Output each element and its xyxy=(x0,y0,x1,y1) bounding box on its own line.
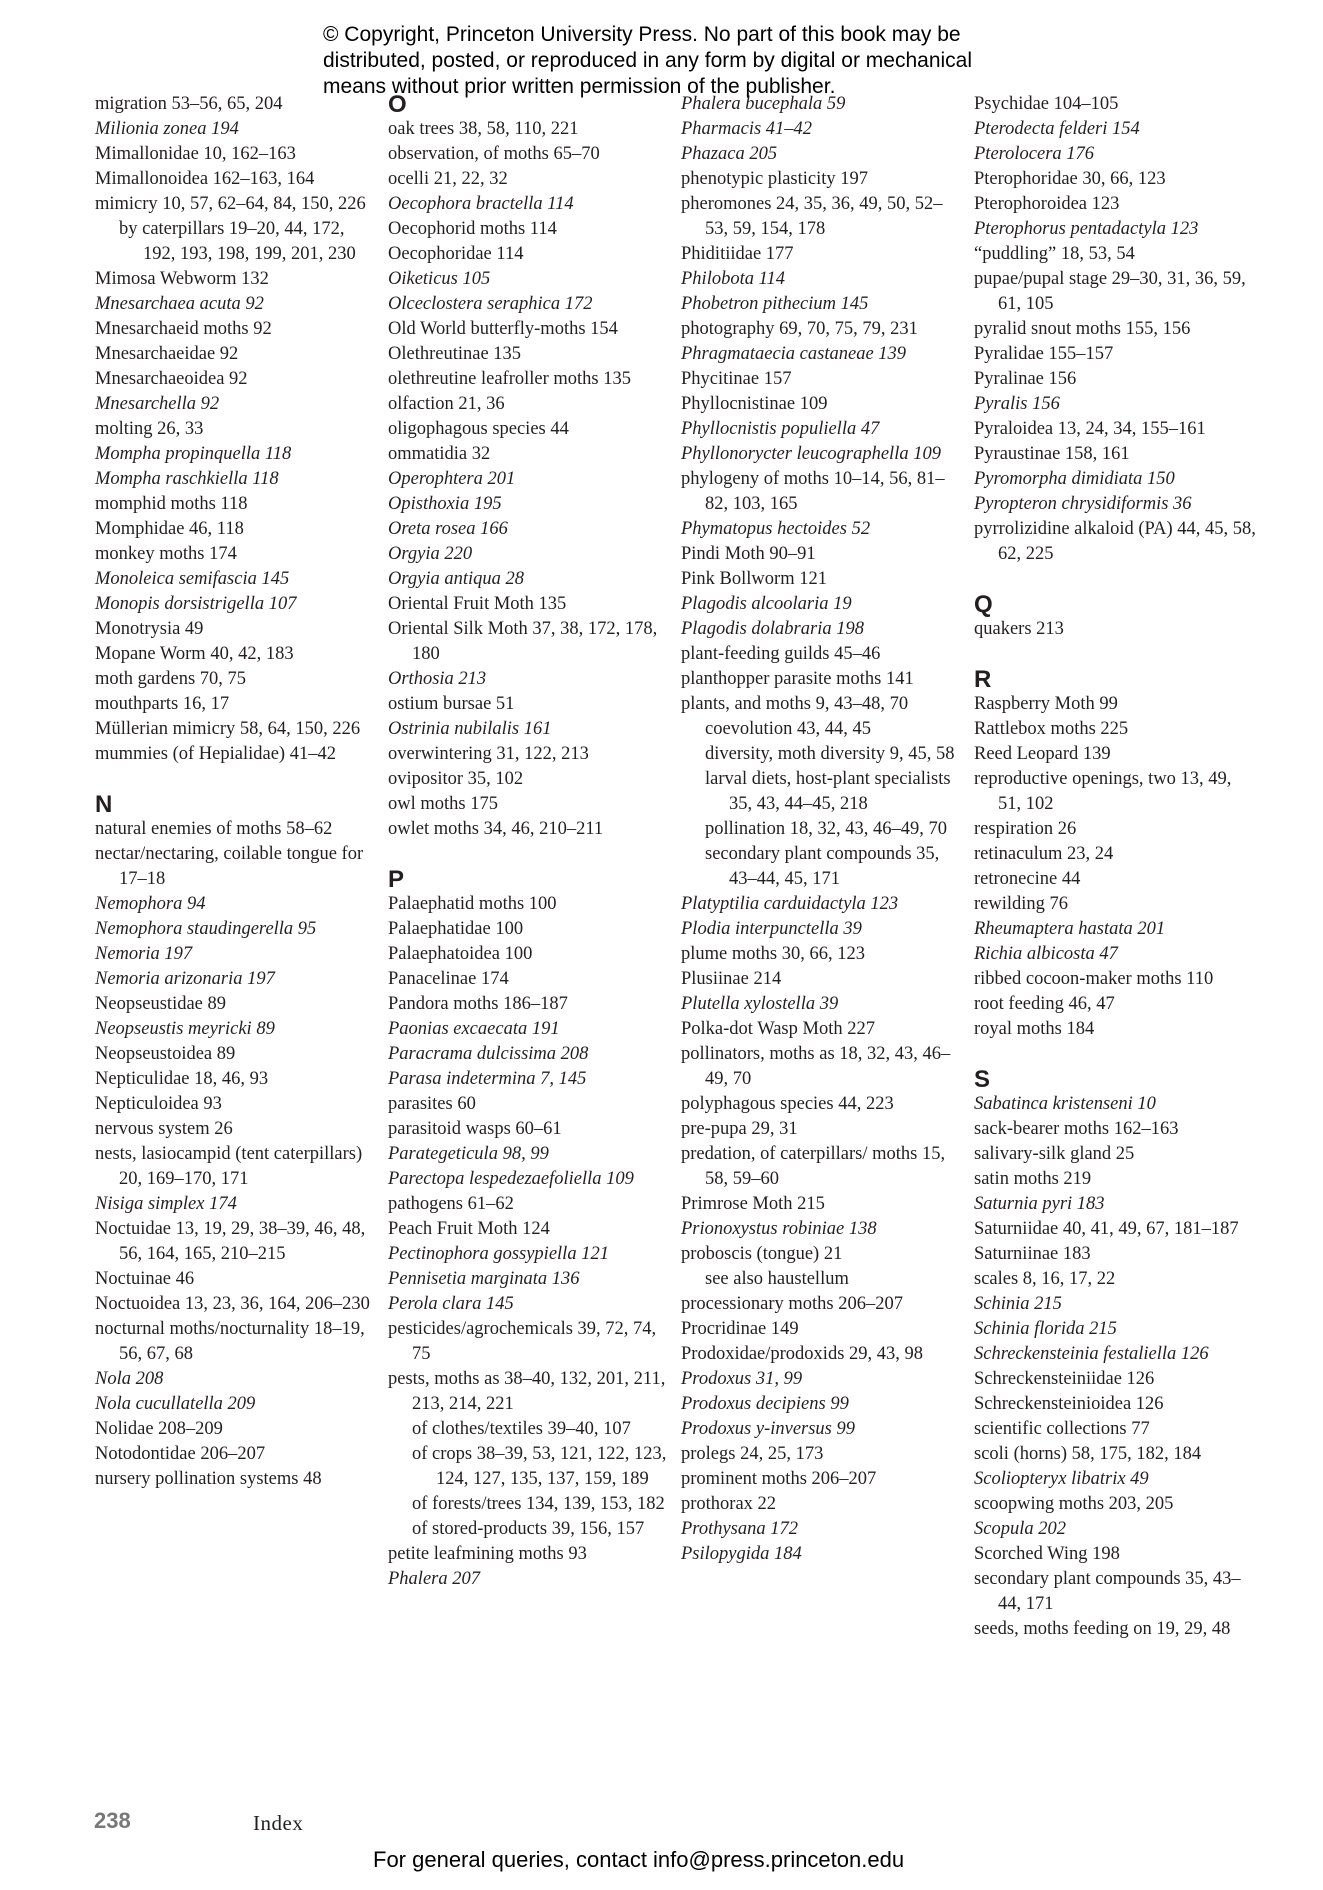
index-entry: Saturnia pyri 183 xyxy=(974,1194,1105,1214)
index-entry: satin moths 219 xyxy=(974,1169,1092,1189)
running-head: Index xyxy=(253,1811,304,1835)
index-entry: parasites 60 xyxy=(388,1094,476,1114)
index-entry: Mnesarchaeoidea 92 xyxy=(95,369,248,389)
index-entry: Paonias excaecata 191 xyxy=(388,1019,560,1039)
index-entry: Nemophora 94 xyxy=(95,894,206,914)
index-entry: Mimosa Webworm 132 xyxy=(95,269,269,289)
index-entry: overwintering 31, 122, 213 xyxy=(388,744,589,764)
index-entry: Oriental Silk Moth 37, 38, 172, 178, 180 xyxy=(388,619,658,664)
index-entry: Pterophoridae 30, 66, 123 xyxy=(974,169,1166,189)
index-entry: Phazaca 205 xyxy=(681,144,778,164)
index-entry: pheromones 24, 35, 36, 49, 50, 52–53, 59, 154, 178 xyxy=(681,194,943,239)
index-entry: processionary moths 206–207 xyxy=(681,1294,903,1314)
index-column-4 xyxy=(974,92,1258,1642)
index-subentry: see also haustellum xyxy=(705,1269,849,1289)
index-entry: mummies (of Hepialidae) 41–42 xyxy=(95,744,336,764)
index-entry: Nemoria arizonaria 197 xyxy=(95,969,275,989)
index-entry: nests, lasiocampid (tent caterpillars) 20, 169–170, 171 xyxy=(95,1144,363,1189)
index-entry: Plodia interpunctella 39 xyxy=(681,919,862,939)
index-entry: Sabatinca kristenseni 10 xyxy=(974,1094,1156,1114)
index-entry: Prothysana 172 xyxy=(681,1519,798,1539)
index-letter-heading: O xyxy=(388,91,407,118)
index-entry: Oiketicus 105 xyxy=(388,269,491,289)
index-entry: Schinia 215 xyxy=(974,1294,1062,1314)
index-entry: owl moths 175 xyxy=(388,794,498,814)
index-entry: Oecophoridae 114 xyxy=(388,244,524,264)
index-entry: Plagodis alcoolaria 19 xyxy=(681,594,852,614)
index-entry: pathogens 61–62 xyxy=(388,1194,514,1214)
index-entry: prolegs 24, 25, 173 xyxy=(681,1444,824,1464)
index-entry: Pandora moths 186–187 xyxy=(388,994,568,1014)
index-entry: Pyraloidea 13, 24, 34, 155–161 xyxy=(974,419,1206,439)
index-entry: Monoleica semifascia 145 xyxy=(95,569,290,589)
index-entry: Richia albicosta 47 xyxy=(974,944,1118,964)
index-entry: scoopwing moths 203, 205 xyxy=(974,1494,1174,1514)
index-entry: momphid moths 118 xyxy=(95,494,248,514)
index-entry: Olethreutinae 135 xyxy=(388,344,522,364)
index-entry: pyralid snout moths 155, 156 xyxy=(974,319,1191,339)
index-entry: Primrose Moth 215 xyxy=(681,1194,825,1214)
index-entry: migration 53–56, 65, 204 xyxy=(95,94,283,114)
index-entry: rewilding 76 xyxy=(974,894,1069,914)
index-entry: phenotypic plasticity 197 xyxy=(681,169,869,189)
index-entry: Pindi Moth 90–91 xyxy=(681,544,816,564)
index-entry: Neopseustidae 89 xyxy=(95,994,227,1014)
index-entry: pupae/pupal stage 29–30, 31, 36, 59, 61, 105 xyxy=(974,269,1246,314)
index-entry: moth gardens 70, 75 xyxy=(95,669,247,689)
index-subentry: of clothes/textiles 39–40, 107 xyxy=(412,1419,631,1439)
index-entry: Pink Bollworm 121 xyxy=(681,569,827,589)
index-entry: Panacelinae 174 xyxy=(388,969,509,989)
index-entry: salivary-silk gland 25 xyxy=(974,1144,1135,1164)
index-entry: ovipositor 35, 102 xyxy=(388,769,524,789)
index-entry: Plusiinae 214 xyxy=(681,969,782,989)
index-entry: Platyptilia carduidactyla 123 xyxy=(681,894,899,914)
index-entry: Pennisetia marginata 136 xyxy=(388,1269,580,1289)
index-entry: secondary plant compounds 35, 43–44, 171 xyxy=(974,1569,1241,1614)
page-number: 238 xyxy=(94,1808,131,1833)
index-entry: scales 8, 16, 17, 22 xyxy=(974,1269,1116,1289)
index-column-2 xyxy=(388,92,672,1592)
index-entry: Pterodecta felderi 154 xyxy=(974,119,1140,139)
index-entry: Pyraustinae 158, 161 xyxy=(974,444,1130,464)
index-entry: Perola clara 145 xyxy=(388,1294,514,1314)
index-entry: photography 69, 70, 75, 79, 231 xyxy=(681,319,918,339)
index-entry: pests, moths as 38–40, 132, 201, 211, 213, 214, 221 xyxy=(388,1369,666,1414)
index-entry: Mimallonoidea 162–163, 164 xyxy=(95,169,315,189)
index-entry: Nola cucullatella 209 xyxy=(95,1394,256,1414)
index-entry: Phyllonorycter leucographella 109 xyxy=(681,444,941,464)
index-entry: Peach Fruit Moth 124 xyxy=(388,1219,550,1239)
index-entry: planthopper parasite moths 141 xyxy=(681,669,914,689)
index-entry: Nisiga simplex 174 xyxy=(95,1194,237,1214)
index-entry: retronecine 44 xyxy=(974,869,1081,889)
index-entry: Orthosia 213 xyxy=(388,669,487,689)
index-entry: Scopula 202 xyxy=(974,1519,1066,1539)
index-entry: Oreta rosea 166 xyxy=(388,519,508,539)
index-entry: Parategeticula 98, 99 xyxy=(388,1144,549,1164)
index-entry: Ostrinia nubilalis 161 xyxy=(388,719,552,739)
index-entry: Phalera 207 xyxy=(388,1569,480,1589)
index-entry: ocelli 21, 22, 32 xyxy=(388,169,508,189)
index-entry: Prodoxus 31, 99 xyxy=(681,1369,803,1389)
index-entry: pre-pupa 29, 31 xyxy=(681,1119,798,1139)
index-entry: plants, and moths 9, 43–48, 70 xyxy=(681,694,909,714)
index-entry: parasitoid wasps 60–61 xyxy=(388,1119,562,1139)
index-entry: Psychidae 104–105 xyxy=(974,94,1119,114)
index-entry: Mimallonidae 10, 162–163 xyxy=(95,144,296,164)
index-entry: Palaephatid moths 100 xyxy=(388,894,557,914)
index-entry: Schreckensteinioidea 126 xyxy=(974,1394,1164,1414)
index-entry: molting 26, 33 xyxy=(95,419,204,439)
index-entry: oak trees 38, 58, 110, 221 xyxy=(388,119,579,139)
index-entry: Nemoria 197 xyxy=(95,944,193,964)
index-entry: Prionoxystus robiniae 138 xyxy=(681,1219,877,1239)
index-entry: Monotrysia 49 xyxy=(95,619,204,639)
index-subentry: by caterpillars 19–20, 44, 172, 192, 193, 198, 199, 201, 230 xyxy=(119,219,356,264)
index-entry: retinaculum 23, 24 xyxy=(974,844,1114,864)
index-entry: Orgyia antiqua 28 xyxy=(388,569,525,589)
index-subentry: coevolution 43, 44, 45 xyxy=(705,719,871,739)
index-entry: nocturnal moths/nocturnality 18–19, 56, 67, 68 xyxy=(95,1319,365,1364)
index-entry: Neopseustis meyricki 89 xyxy=(95,1019,275,1039)
index-entry: Nepticuloidea 93 xyxy=(95,1094,222,1114)
index-entry: nursery pollination systems 48 xyxy=(95,1469,322,1489)
index-subentry: pollination 18, 32, 43, 46–49, 70 xyxy=(705,819,948,839)
index-entry: “puddling” 18, 53, 54 xyxy=(974,244,1135,264)
index-entry: owlet moths 34, 46, 210–211 xyxy=(388,819,604,839)
index-entry: Phycitinae 157 xyxy=(681,369,792,389)
index-entry: prothorax 22 xyxy=(681,1494,777,1514)
index-entry: Oecophorid moths 114 xyxy=(388,219,557,239)
index-letter-heading: N xyxy=(95,791,113,818)
index-entry: Nemophora staudingerella 95 xyxy=(95,919,317,939)
index-entry: Parectopa lespedezaefoliella 109 xyxy=(388,1169,634,1189)
index-entry: Plagodis dolabraria 198 xyxy=(681,619,864,639)
index-entry: proboscis (tongue) 21 xyxy=(681,1244,843,1264)
index-entry: scoli (horns) 58, 175, 182, 184 xyxy=(974,1444,1202,1464)
index-entry: Mnesarchaeidae 92 xyxy=(95,344,239,364)
index-entry: Nola 208 xyxy=(95,1369,164,1389)
index-entry: ribbed cocoon-maker moths 110 xyxy=(974,969,1214,989)
index-entry: ommatidia 32 xyxy=(388,444,491,464)
index-entry: seeds, moths feeding on 19, 29, 48 xyxy=(974,1619,1231,1639)
index-entry: respiration 26 xyxy=(974,819,1077,839)
index-entry: petite leafmining moths 93 xyxy=(388,1544,587,1564)
index-entry: Momphidae 46, 118 xyxy=(95,519,244,539)
index-entry: Saturniinae 183 xyxy=(974,1244,1091,1264)
index-entry: Pyralinae 156 xyxy=(974,369,1077,389)
index-entry: Operophtera 201 xyxy=(388,469,516,489)
index-subentry: of stored-products 39, 156, 157 xyxy=(412,1519,645,1539)
index-entry: Mnesarchaeid moths 92 xyxy=(95,319,272,339)
index-entry: Phalera bucephala 59 xyxy=(681,94,846,114)
index-entry: Pyropteron chrysidiformis 36 xyxy=(974,494,1192,514)
index-entry: polyphagous species 44, 223 xyxy=(681,1094,894,1114)
index-entry: Parasa indetermina 7, 145 xyxy=(388,1069,587,1089)
index-entry: Old World butterfly-moths 154 xyxy=(388,319,618,339)
index-entry: oligophagous species 44 xyxy=(388,419,569,439)
index-entry: natural enemies of moths 58–62 xyxy=(95,819,333,839)
index-entry: Phymatopus hectoides 52 xyxy=(681,519,871,539)
index-entry: Nolidae 208–209 xyxy=(95,1419,223,1439)
index-entry: Paracrama dulcissima 208 xyxy=(388,1044,589,1064)
copyright-notice: © Copyright, Princeton University Press. No part of this book may be distributed, posted, or reproduced in any form by digital or mechanical means without prior written permission of the publisher. xyxy=(323,23,973,98)
index-entry: phylogeny of moths 10–14, 56, 81–82, 103, 165 xyxy=(681,469,945,514)
index-entry: Noctuinae 46 xyxy=(95,1269,195,1289)
index-entry: Prodoxidae/prodoxids 29, 43, 98 xyxy=(681,1344,924,1364)
index-entry: root feeding 46, 47 xyxy=(974,994,1115,1014)
index-letter-heading: S xyxy=(974,1066,991,1093)
index-entry: nervous system 26 xyxy=(95,1119,233,1139)
index-entry: Müllerian mimicry 58, 64, 150, 226 xyxy=(95,719,361,739)
index-entry: Orgyia 220 xyxy=(388,544,473,564)
index-subentry: larval diets, host-plant specialists 35, 43, 44–45, 218 xyxy=(705,769,951,814)
index-entry: Pterophorus pentadactyla 123 xyxy=(974,219,1199,239)
index-entry: nectar/nectaring, coilable tongue for 17–18 xyxy=(95,844,364,889)
index-entry: Prodoxus decipiens 99 xyxy=(681,1394,849,1414)
index-entry: Phyllocnistis populiella 47 xyxy=(681,419,880,439)
index-entry: Plutella xylostella 39 xyxy=(681,994,839,1014)
index-entry: Mompha raschkiella 118 xyxy=(95,469,279,489)
index-entry: Milionia zonea 194 xyxy=(95,119,239,139)
index-entry: Pectinophora gossypiella 121 xyxy=(388,1244,609,1264)
index-entry: olfaction 21, 36 xyxy=(388,394,505,414)
index-entry: Phiditiidae 177 xyxy=(681,244,794,264)
index-entry: Polka-dot Wasp Moth 227 xyxy=(681,1019,875,1039)
index-entry: reproductive openings, two 13, 49, 51, 102 xyxy=(974,769,1232,814)
index-entry: observation, of moths 65–70 xyxy=(388,144,600,164)
index-entry: Nepticulidae 18, 46, 93 xyxy=(95,1069,269,1089)
index-entry: Raspberry Moth 99 xyxy=(974,694,1118,714)
index-entry: pollinators, moths as 18, 32, 43, 46–49, 70 xyxy=(681,1044,951,1089)
index-entry: prominent moths 206–207 xyxy=(681,1469,877,1489)
index-entry: Pyralidae 155–157 xyxy=(974,344,1114,364)
index-entry: mimicry 10, 57, 62–64, 84, 150, 226 xyxy=(95,194,366,214)
index-subentry: of crops 38–39, 53, 121, 122, 123, 124, 127, 135, 137, 159, 189 xyxy=(412,1444,667,1489)
index-entry: scientific collections 77 xyxy=(974,1419,1150,1439)
index-entry: Phragmataecia castaneae 139 xyxy=(681,344,907,364)
index-entry: Rattlebox moths 225 xyxy=(974,719,1129,739)
index-letter-heading: P xyxy=(388,866,405,893)
index-entry: Olceclostera seraphica 172 xyxy=(388,294,593,314)
index-entry: Pterolocera 176 xyxy=(974,144,1095,164)
index-entry: Pyromorpha dimidiata 150 xyxy=(974,469,1175,489)
index-entry: Procridinae 149 xyxy=(681,1319,799,1339)
index-entry: Pharmacis 41–42 xyxy=(681,119,813,139)
index-entry: Schinia florida 215 xyxy=(974,1319,1117,1339)
index-entry: Palaephatidae 100 xyxy=(388,919,524,939)
index-entry: Notodontidae 206–207 xyxy=(95,1444,266,1464)
index-subentry: of forests/trees 134, 139, 153, 182 xyxy=(412,1494,665,1514)
index-entry: Reed Leopard 139 xyxy=(974,744,1111,764)
index-entry: Saturniidae 40, 41, 49, 67, 181–187 xyxy=(974,1219,1239,1239)
contact-note: For general queries, contact info@press.princeton.edu xyxy=(373,1847,905,1872)
index-letter-heading: R xyxy=(974,666,992,693)
index-entry: Mnesarchella 92 xyxy=(95,394,220,414)
index-entry: Oecophora bractella 114 xyxy=(388,194,574,214)
index-entry: ostium bursae 51 xyxy=(388,694,515,714)
index-entry: pesticides/agrochemicals 39, 72, 74, 75 xyxy=(388,1319,657,1364)
index-entry: Schreckensteinia festaliella 126 xyxy=(974,1344,1209,1364)
index-entry: royal moths 184 xyxy=(974,1019,1095,1039)
index-entry: Oriental Fruit Moth 135 xyxy=(388,594,567,614)
index-entry: Rheumaptera hastata 201 xyxy=(974,919,1166,939)
index-entry: Scorched Wing 198 xyxy=(974,1544,1120,1564)
index-entry: Neopseustoidea 89 xyxy=(95,1044,236,1064)
index-entry: Palaephatoidea 100 xyxy=(388,944,533,964)
index-letter-heading: Q xyxy=(974,591,993,618)
index-entry: Philobota 114 xyxy=(681,269,785,289)
index-entry: predation, of caterpillars/ moths 15, 58, 59–60 xyxy=(681,1144,946,1189)
index-entry: Mopane Worm 40, 42, 183 xyxy=(95,644,294,664)
index-subentry: secondary plant compounds 35, 43–44, 45, 171 xyxy=(705,844,940,889)
index-subentry: diversity, moth diversity 9, 45, 58 xyxy=(705,744,955,764)
index-entry: Monopis dorsistrigella 107 xyxy=(95,594,297,614)
index-entry: mouthparts 16, 17 xyxy=(95,694,230,714)
index-entry: Mompha propinquella 118 xyxy=(95,444,292,464)
index-entry: quakers 213 xyxy=(974,619,1064,639)
index-entry: plume moths 30, 66, 123 xyxy=(681,944,865,964)
index-entry: Noctuidae 13, 19, 29, 38–39, 46, 48, 56, 164, 165, 210–215 xyxy=(95,1219,366,1264)
index-entry: monkey moths 174 xyxy=(95,544,237,564)
index-entry: Psilopygida 184 xyxy=(681,1544,802,1564)
index-column-3 xyxy=(681,92,965,1567)
index-entry: Pyralis 156 xyxy=(974,394,1060,414)
index-entry: Scoliopteryx libatrix 49 xyxy=(974,1469,1149,1489)
index-entry: Pterophoroidea 123 xyxy=(974,194,1120,214)
index-entry: Phyllocnistinae 109 xyxy=(681,394,828,414)
index-entry: Noctuoidea 13, 23, 36, 164, 206–230 xyxy=(95,1294,370,1314)
index-entry: Mnesarchaea acuta 92 xyxy=(95,294,264,314)
index-entry: Schreckensteiniidae 126 xyxy=(974,1369,1155,1389)
index-entry: Opisthoxia 195 xyxy=(388,494,502,514)
index-entry: Phobetron pithecium 145 xyxy=(681,294,869,314)
index-entry: sack-bearer moths 162–163 xyxy=(974,1119,1179,1139)
index-entry: plant-feeding guilds 45–46 xyxy=(681,644,881,664)
index-entry: olethreutine leafroller moths 135 xyxy=(388,369,631,389)
index-entry: pyrrolizidine alkaloid (PA) 44, 45, 58, 62, 225 xyxy=(974,519,1256,564)
index-entry: Prodoxus y-inversus 99 xyxy=(681,1419,856,1439)
index-column-1 xyxy=(95,92,379,1492)
